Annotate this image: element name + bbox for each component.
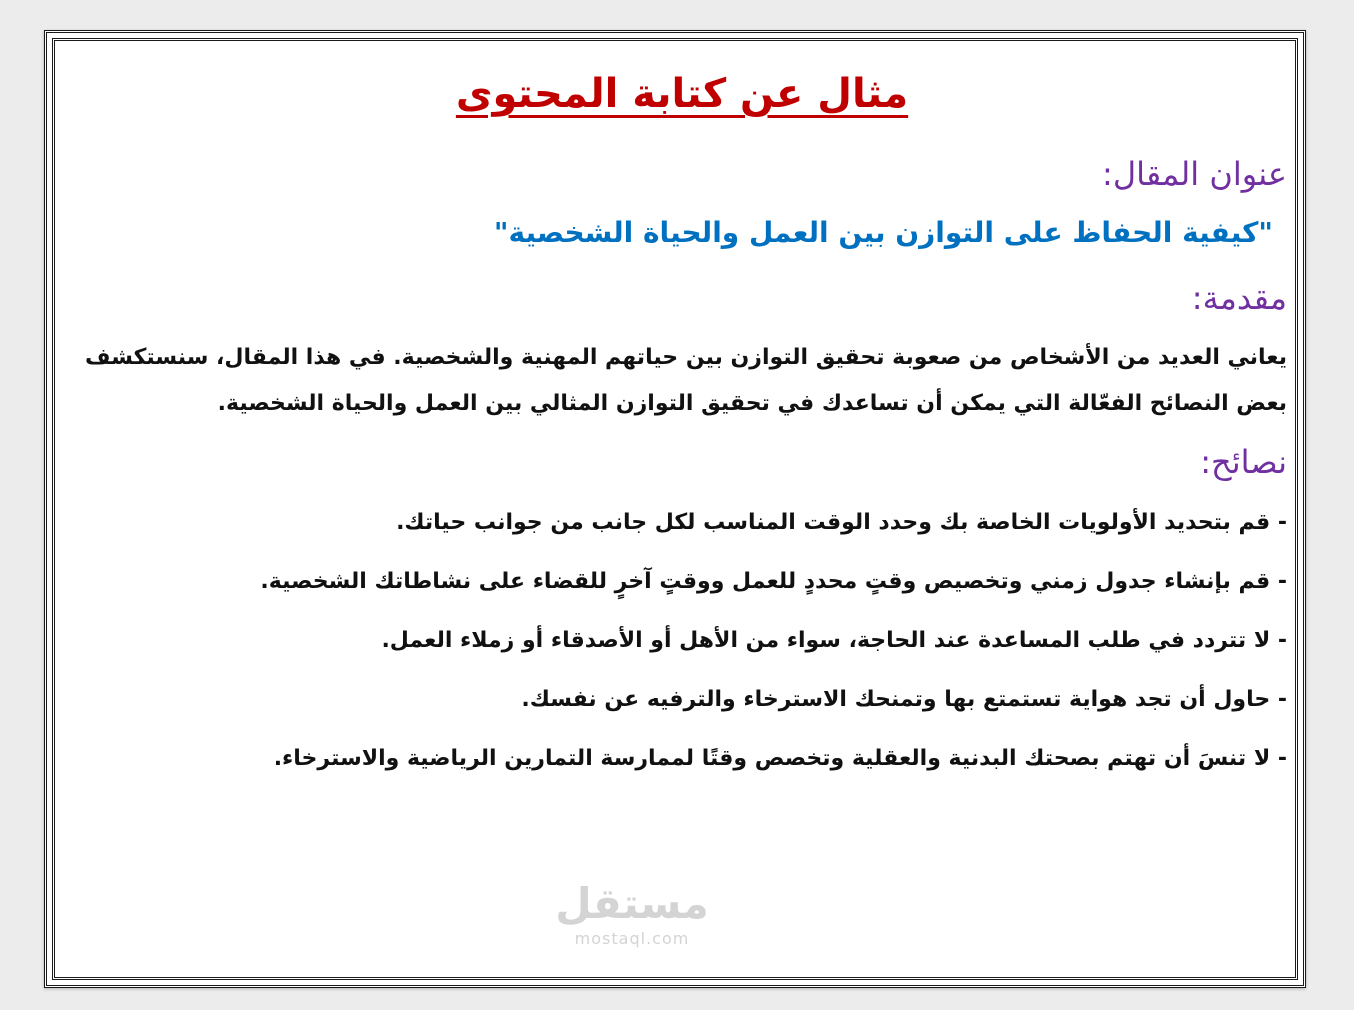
document-title: مثال عن كتابة المحتوى [455,71,909,117]
intro-heading: مقدمة: [1191,279,1287,317]
watermark-url: mostaql.com [574,929,690,948]
document-content [77,63,1287,965]
tip-item: - لا تتردد في طلب المساعدة عند الحاجة، سواء من الأهل أو الأصدقاء أو زملاء العمل. [381,628,1287,653]
tip-item: - لا تنسَ أن تهتم بصحتك البدنية والعقلية وتخصص وقتًا لممارسة التمارين الرياضية والاسترخاء. [273,746,1287,771]
tips-list [77,493,1287,788]
article-title: "كيفية الحفاظ على التوازن بين العمل والحياة الشخصية" [493,216,1273,249]
tips-heading: نصائح: [1200,443,1287,481]
intro-paragraph: يعاني العديد من الأشخاص من صعوبة تحقيق التوازن بين حياتهم المهنية والشخصية. في هذا المقال، سنستكشف بعض النصائح الفعّالة التي يمكن أن تساعدك في تحقيق التوازن المثالي بين العمل والحياة الشخصية. [85,345,1287,416]
tip-item: - حاول أن تجد هواية تستمتع بها وتمنحك الاسترخاء والترفيه عن نفسك. [521,687,1287,712]
document-page [44,30,1306,988]
article-title-label: عنوان المقال: [1102,155,1287,193]
watermark-name: مستقل [555,879,709,928]
tip-item: - قم بإنشاء جدول زمني وتخصيص وقتٍ محددٍ للعمل ووقتٍ آخرٍ للقضاء على نشاطاتك الشخصية. [260,569,1287,594]
tip-item: - قم بتحديد الأولويات الخاصة بك وحدد الوقت المناسب لكل جانب من جوانب حياتك. [396,510,1287,535]
